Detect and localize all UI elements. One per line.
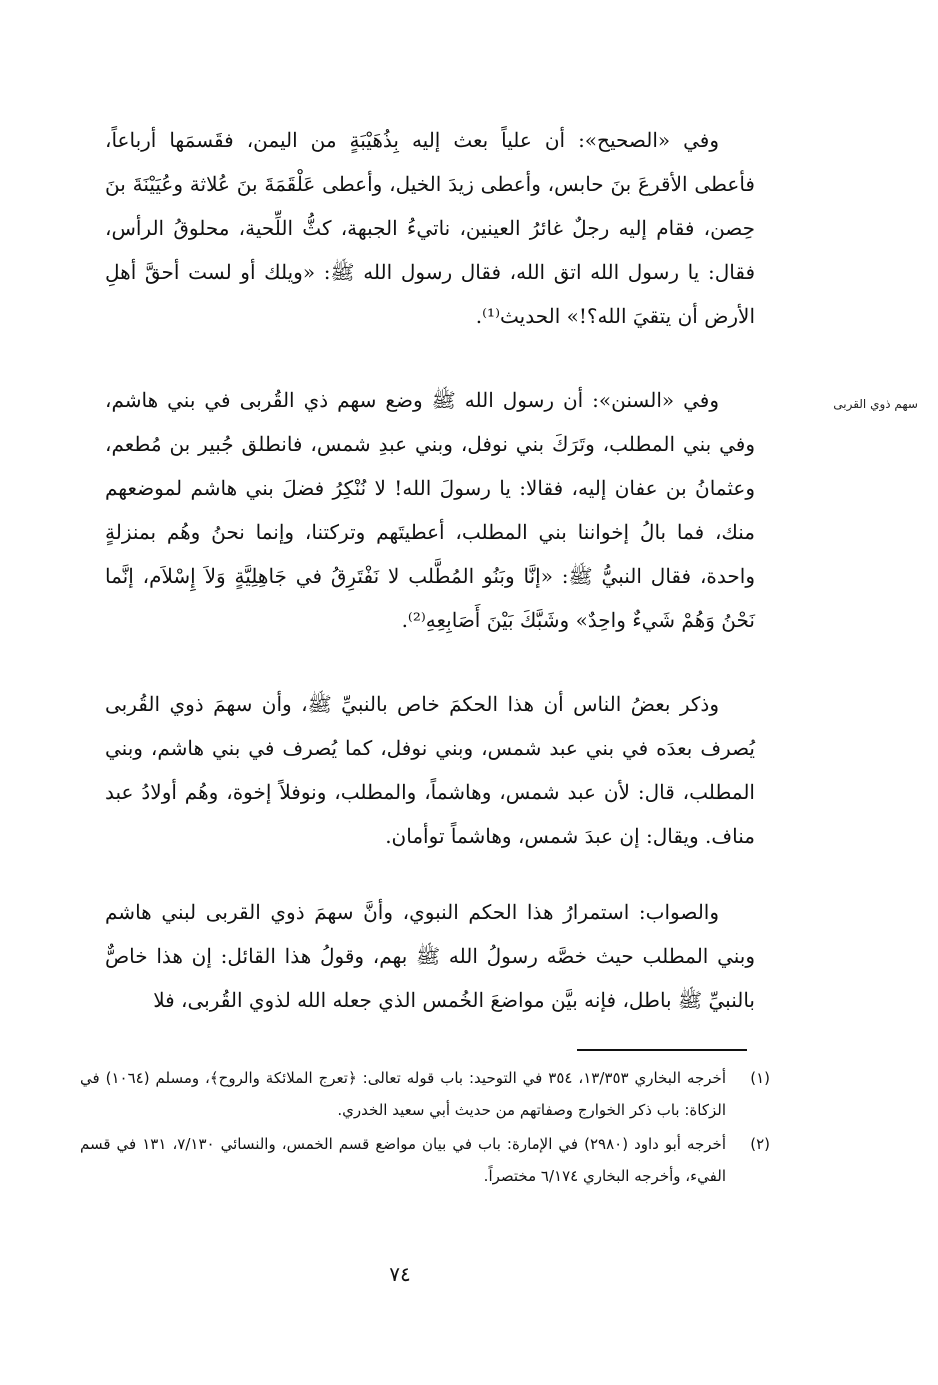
footnote bbox=[80, 1128, 770, 1192]
footnote-number: (٢) bbox=[750, 1135, 770, 1153]
footnote-divider bbox=[577, 1049, 747, 1051]
footnote bbox=[80, 1062, 770, 1126]
footnote-text: أخرجه أبو داود (٢٩٨٠) في الإمارة: باب في بيان مواضع قسم الخمس، والنسائي ٧/١٣٠، ١٣١ في قسم الفيء، وأخرجه البخاري ٦/١٧٤ مختصراً. bbox=[80, 1135, 726, 1185]
body-paragraph: والصواب: استمرارُ هذا الحكم النبوي، وأنَّ سهمَ ذوي القربى لبني هاشم وبني المطلب حيث خصَّه رسولُ الله ﷺ بهم، وقولُ هذا القائل: إن هذا خاصٌّ بالنبيِّ ﷺ باطل، فإنه بيَّن مواضعَ الخُمس الذي جعله الله لذوي القُربى، فلا bbox=[105, 900, 755, 1012]
body-paragraph: وفي «السنن»: أن رسول الله ﷺ وضع سهم ذي القُربى في بني هاشم، وفي بني المطلب، وتَرَكَ بني نوفل، وبني عبدِ شمس، فانطلق جُبير بن مُطعم، وعثمانُ بن عفان إليه، فقالا: يا رسولَ الله! لا نُنْكِرُ فضلَ بني هاشم لموضعهم منك، فما بالُ إخواننا بني المطلب، أعطيتَهم وتركتنا، وإنما نحنُ وهُم بمنزلةٍ واحدة، فقال النبيُّ ﷺ: «إنَّا وبَنُو المُطَّلب لا نَفْتَرِقُ في جَاهِلِيَّةٍ وَلاَ إِسْلاَم، إنَّما نَحْنُ وَهُمْ شَيءٌ واحِدٌ» وشَبَّكَ بَيْنَ أَصَابِعِهِ⁽²⁾. bbox=[105, 388, 755, 632]
page-number: ٧٤ bbox=[389, 1262, 411, 1286]
margin-note: سهم ذوي القربى bbox=[833, 397, 918, 411]
body-paragraph: وفي «الصحيح»: أن علياً بعث إليه بِذُهَيْبَةٍ من اليمن، فقَسمَها أرباعاً، فأعطى الأقرعَ بنَ حابس، وأعطى زيدَ الخيل، وأعطى عَلْقَمَةَ بنَ عُلاثة وعُيَيْنَةَ بنَ حِصن، فقام إليه رجلٌ غائرُ العينين، ناتيءُ الجبهة، كثُّ اللِّحية، محلوقُ الرأس، فقال: يا رسول الله اتق الله، فقال رسول الله ﷺ: «ويلك أو لست أحقَّ أهلِ الأرض أن يتقيَ الله؟!» الحديث⁽¹⁾. bbox=[105, 128, 755, 328]
footnote-number: (١) bbox=[750, 1069, 770, 1087]
footnote-text: أخرجه البخاري ١٣/٣٥٣، ٣٥٤ في التوحيد: باب قوله تعالى: ﴿تعرج الملائكة والروح﴾، ومسلم (١٠٦٤) في الزكاة: باب ذكر الخوارج وصفاتهم من حديث أبي سعيد الخدري. bbox=[80, 1069, 726, 1119]
body-paragraph: وذكر بعضُ الناس أن هذا الحكمَ خاص بالنبيِّ ﷺ، وأن سهمَ ذوي القُربى يُصرف بعدَه في بني عبد شمس، وبني نوفل، كما يُصرف في بني هاشم، وبني المطلب، قال: لأن عبد شمس، وهاشماً، والمطلب، ونوفلاً إخوة، وهُم أولادُ عبد مناف. ويقال: إن عبدَ شمس، وهاشماً توأمان. bbox=[105, 692, 755, 848]
footnotes bbox=[80, 1062, 770, 1194]
